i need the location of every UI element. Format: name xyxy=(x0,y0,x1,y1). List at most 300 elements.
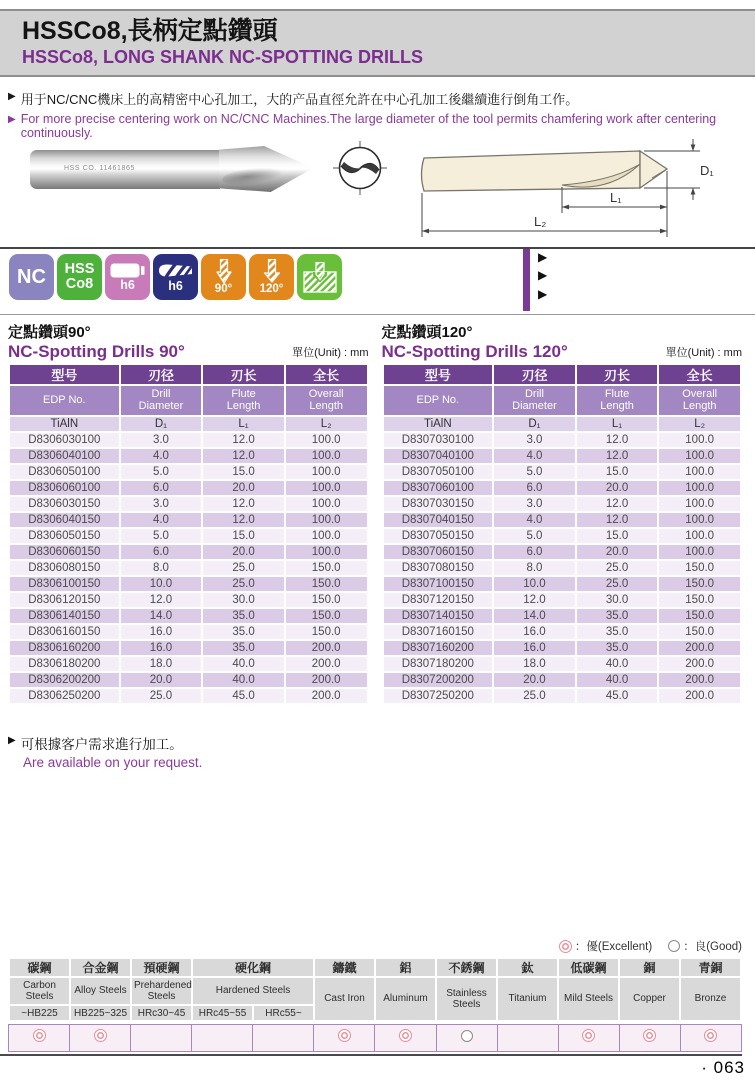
material-name-en: Mild Steels xyxy=(559,978,618,1020)
spec-row xyxy=(10,641,367,655)
col-header-zh: 型号 xyxy=(10,365,119,384)
hss-co8-material-badge xyxy=(57,254,102,300)
dimension-cell: 20.0 xyxy=(121,673,202,687)
hardness-range: HB225~325 xyxy=(71,1006,130,1020)
hss-badge-line1: HSS xyxy=(64,260,95,277)
edp-no-cell: D8306180200 xyxy=(10,657,119,671)
rating-cell xyxy=(436,1025,497,1052)
dimension-cell: 200.0 xyxy=(659,657,740,671)
col-header-zh: 刃长 xyxy=(577,365,658,384)
spec-row xyxy=(384,481,741,495)
col-header-en: Flute Length xyxy=(203,386,284,415)
dimension-cell: 5.0 xyxy=(121,465,202,479)
triangle-bullet-icon: ▶ xyxy=(8,91,16,102)
dimension-cell: 12.0 xyxy=(577,513,658,527)
spec-row xyxy=(10,433,367,447)
dimension-cell: 200.0 xyxy=(659,641,740,655)
dimension-cell: 8.0 xyxy=(121,561,202,575)
spec-row xyxy=(384,465,741,479)
rating-cell xyxy=(558,1025,619,1052)
edp-no-cell: D8306030150 xyxy=(10,497,119,511)
spec-row xyxy=(384,497,741,511)
dimension-cell: 100.0 xyxy=(286,449,367,463)
rating-cell xyxy=(9,1025,70,1052)
dimension-cell: 100.0 xyxy=(286,513,367,527)
spec-row xyxy=(384,609,741,623)
divider-rule-top xyxy=(0,247,755,249)
ground-shank-icon xyxy=(158,262,194,279)
spec-row xyxy=(384,593,741,607)
dimension-cell: 100.0 xyxy=(286,545,367,559)
triangle-bullet-icon: ▶ xyxy=(8,735,16,746)
spec-row xyxy=(384,673,741,687)
material-name-en: Hardened Steels xyxy=(193,978,313,1004)
edp-no-cell: D8307200200 xyxy=(384,673,493,687)
legend-excellent xyxy=(559,938,652,954)
dimension-cell: 150.0 xyxy=(286,577,367,591)
dimension-cell: 35.0 xyxy=(203,625,284,639)
spec-badge-strip xyxy=(9,254,342,300)
dimension-cell: 30.0 xyxy=(577,593,658,607)
rating-cell xyxy=(375,1025,436,1052)
dim-label-l2: L₂ xyxy=(534,214,547,229)
dimension-cell: 25.0 xyxy=(203,561,284,575)
dimension-cell: 25.0 xyxy=(203,577,284,591)
arrow-icon: ▶ xyxy=(538,286,548,301)
dimension-cell: 200.0 xyxy=(659,689,740,703)
spec-row xyxy=(384,625,741,639)
dimension-cell: 25.0 xyxy=(577,561,658,575)
dimension-cell: 35.0 xyxy=(203,641,284,655)
dimension-cell: 4.0 xyxy=(494,449,575,463)
material-name-zh: 合金鋼 xyxy=(71,959,130,976)
spec-row xyxy=(10,449,367,463)
edp-no-cell: D8307100150 xyxy=(384,577,493,591)
dimension-cell: 18.0 xyxy=(494,657,575,671)
spec-row xyxy=(10,625,367,639)
dimension-cell: 10.0 xyxy=(494,577,575,591)
dimension-cell: 100.0 xyxy=(659,545,740,559)
section-title-zh: 定點鑽頭120° xyxy=(381,324,473,341)
col-header-zh: 型号 xyxy=(384,365,493,384)
dimension-cell: 4.0 xyxy=(121,513,202,527)
dimension-cell: 15.0 xyxy=(203,465,284,479)
index-arrows xyxy=(538,250,547,301)
dimension-cell: 100.0 xyxy=(286,529,367,543)
edp-no-cell: D8307040150 xyxy=(384,513,493,527)
dimension-cell: 40.0 xyxy=(577,657,658,671)
col-header-en: EDP No. xyxy=(384,386,493,415)
dimension-cell: 12.0 xyxy=(121,593,202,607)
edp-no-cell: D8306200200 xyxy=(10,673,119,687)
purple-index-bar xyxy=(523,249,530,311)
rating-cell xyxy=(192,1025,253,1052)
dimension-cell: 150.0 xyxy=(659,561,740,575)
col-header-zh: 全长 xyxy=(286,365,367,384)
material-name-en: Cast Iron xyxy=(315,978,374,1020)
col-header-zh: 刃径 xyxy=(494,365,575,384)
col-header-symbol: L₁ xyxy=(203,417,284,431)
note-zh xyxy=(8,733,202,753)
dimension-cell: 12.0 xyxy=(203,497,284,511)
col-header-symbol: TiAlN xyxy=(10,417,119,431)
edp-no-cell: D8307050150 xyxy=(384,529,493,543)
triangle-bullet-icon: ▶ xyxy=(8,114,16,125)
dimension-cell: 200.0 xyxy=(659,673,740,687)
unit-label: 單位(Unit) : mm xyxy=(292,347,369,359)
dimension-cell: 35.0 xyxy=(203,609,284,623)
h6-ground-shank-badge xyxy=(153,254,198,300)
edp-no-cell: D8307140150 xyxy=(384,609,493,623)
dimension-cell: 100.0 xyxy=(659,449,740,463)
spec-table-120 xyxy=(382,363,743,705)
dimension-cell: 100.0 xyxy=(286,465,367,479)
dimension-cell: 20.0 xyxy=(203,481,284,495)
section-title-en: NC-Spotting Drills 120° xyxy=(381,342,568,361)
spec-tables xyxy=(8,321,742,705)
col-header-symbol: L₁ xyxy=(577,417,658,431)
h6-tolerance-badge xyxy=(105,254,150,300)
request-note xyxy=(8,733,202,770)
edp-no-cell: D8306040150 xyxy=(10,513,119,527)
spec-row xyxy=(384,529,741,543)
dimension-cell: 150.0 xyxy=(659,593,740,607)
dimension-cell: 35.0 xyxy=(577,641,658,655)
spec-row xyxy=(10,673,367,687)
edp-no-cell: D8307250200 xyxy=(384,689,493,703)
edp-no-cell: D8306080150 xyxy=(10,561,119,575)
dimension-cell: 16.0 xyxy=(121,625,202,639)
plain-shank-icon xyxy=(110,263,146,278)
dimension-cell: 25.0 xyxy=(121,689,202,703)
drill-point-icon xyxy=(214,259,234,285)
material-name-zh: 碳鋼 xyxy=(10,959,69,976)
point-angle-90-badge xyxy=(201,254,246,300)
dimension-cell: 200.0 xyxy=(286,673,367,687)
spec-row xyxy=(384,577,741,591)
dimension-cell: 150.0 xyxy=(286,593,367,607)
hss-badge-line2: Co8 xyxy=(65,276,94,292)
dimension-cell: 8.0 xyxy=(494,561,575,575)
dimension-cell: 4.0 xyxy=(121,449,202,463)
col-header-zh: 刃长 xyxy=(203,365,284,384)
spec-row xyxy=(10,513,367,527)
footer-rule xyxy=(0,1054,742,1056)
good-mark-icon xyxy=(461,1030,473,1042)
dimension-cell: 15.0 xyxy=(577,465,658,479)
excellent-mark-icon xyxy=(33,1029,46,1042)
table-section-120 xyxy=(382,321,743,705)
material-name-en: Bronze xyxy=(681,978,740,1020)
dimension-cell: 200.0 xyxy=(286,689,367,703)
excellent-mark-icon xyxy=(582,1029,595,1042)
hardness-range: HRc30~45 xyxy=(132,1006,191,1020)
edp-no-cell: D8306250200 xyxy=(10,689,119,703)
material-name-zh: 鋁 xyxy=(376,959,435,976)
dimension-cell: 18.0 xyxy=(121,657,202,671)
excellent-mark-icon xyxy=(643,1029,656,1042)
material-name-en: Titanium xyxy=(498,978,557,1020)
edp-no-cell: D8307120150 xyxy=(384,593,493,607)
rating-cell xyxy=(619,1025,680,1052)
spec-row xyxy=(10,689,367,703)
dimension-cell: 100.0 xyxy=(286,433,367,447)
spotting-application-badge xyxy=(297,254,342,300)
rating-cell xyxy=(497,1025,558,1052)
drill-cross-section-icon xyxy=(332,140,388,196)
dimension-cell: 3.0 xyxy=(121,497,202,511)
excellent-mark-icon xyxy=(94,1029,107,1042)
material-suitability xyxy=(8,957,742,1052)
dimension-cell: 25.0 xyxy=(494,689,575,703)
dimension-cell: 14.0 xyxy=(494,609,575,623)
dimension-cell: 12.0 xyxy=(577,449,658,463)
dimension-cell: 100.0 xyxy=(659,529,740,543)
dimension-cell: 20.0 xyxy=(203,545,284,559)
spec-row xyxy=(10,657,367,671)
arrow-icon: ▶ xyxy=(538,268,548,283)
good-mark-icon xyxy=(668,940,680,952)
edp-no-cell: D8306060100 xyxy=(10,481,119,495)
section-title-zh: 定點鑽頭90° xyxy=(8,324,91,341)
page-number: · 063 xyxy=(701,1058,745,1077)
hardness-range: HRc55~ xyxy=(254,1006,313,1020)
col-header-en: Overall Length xyxy=(286,386,367,415)
col-header-en: Drill Diameter xyxy=(121,386,202,415)
dimension-cell: 12.0 xyxy=(577,433,658,447)
dimension-cell: 150.0 xyxy=(286,561,367,575)
spec-row xyxy=(384,657,741,671)
spotting-workpiece-icon xyxy=(303,262,337,293)
intro-bullet-en xyxy=(8,112,747,140)
nc-machine-badge xyxy=(9,254,54,300)
col-header-zh: 刃径 xyxy=(121,365,202,384)
dimension-cell: 40.0 xyxy=(203,673,284,687)
dimension-cell: 150.0 xyxy=(286,609,367,623)
hardness-range: ~HB225 xyxy=(10,1006,69,1020)
spec-row xyxy=(10,561,367,575)
edp-no-cell: D8307030150 xyxy=(384,497,493,511)
dimension-cell: 14.0 xyxy=(121,609,202,623)
dimension-cell: 5.0 xyxy=(494,529,575,543)
dimension-cell: 150.0 xyxy=(659,577,740,591)
nc-badge-label: NC xyxy=(17,265,46,288)
spec-row xyxy=(10,529,367,543)
edp-no-cell: D8306120150 xyxy=(10,593,119,607)
col-header-en: Overall Length xyxy=(659,386,740,415)
dimension-cell: 12.0 xyxy=(494,593,575,607)
material-name-en: Alloy Steels xyxy=(71,978,130,1004)
col-header-en: EDP No. xyxy=(10,386,119,415)
spec-row xyxy=(384,689,741,703)
legend-excellent-label: ：優(Excellent) xyxy=(574,941,653,953)
material-name-en: Prehardened Steels xyxy=(134,979,192,1002)
dimension-cell: 30.0 xyxy=(203,593,284,607)
dimension-cell: 6.0 xyxy=(494,481,575,495)
dimension-cell: 45.0 xyxy=(577,689,658,703)
dimension-cell: 45.0 xyxy=(203,689,284,703)
col-header-symbol: L₂ xyxy=(659,417,740,431)
dimension-cell: 6.0 xyxy=(121,545,202,559)
page-title-zh: HSSCo8,長柄定點鑽頭 xyxy=(22,17,278,45)
dimension-cell: 16.0 xyxy=(121,641,202,655)
rating-cell xyxy=(131,1025,192,1052)
material-name-en: Copper xyxy=(620,978,679,1020)
dimension-cell: 35.0 xyxy=(577,625,658,639)
dimension-cell: 16.0 xyxy=(494,641,575,655)
rating-cell xyxy=(314,1025,375,1052)
material-name-en: Aluminum xyxy=(376,978,435,1020)
edp-no-cell: D8306050100 xyxy=(10,465,119,479)
edp-no-cell: D8307180200 xyxy=(384,657,493,671)
dimension-cell: 100.0 xyxy=(286,481,367,495)
dim-label-d1: D₁ xyxy=(700,163,714,178)
col-header-symbol: D₁ xyxy=(494,417,575,431)
dimension-cell: 6.0 xyxy=(121,481,202,495)
section-title-en: NC-Spotting Drills 90° xyxy=(8,342,185,361)
material-rating-table xyxy=(8,1024,742,1052)
rating-cell xyxy=(70,1025,131,1052)
h6-shank-label: h6 xyxy=(168,278,183,293)
edp-no-cell: D8306160200 xyxy=(10,641,119,655)
dimension-cell: 12.0 xyxy=(203,449,284,463)
spec-row xyxy=(10,593,367,607)
spec-row xyxy=(384,545,741,559)
col-header-symbol: TiAlN xyxy=(384,417,493,431)
edp-no-cell: D8306050150 xyxy=(10,529,119,543)
dimension-cell: 4.0 xyxy=(494,513,575,527)
dimension-cell: 15.0 xyxy=(577,529,658,543)
header-band xyxy=(0,9,755,77)
divider-rule-bottom xyxy=(0,314,755,315)
dimension-cell: 20.0 xyxy=(577,545,658,559)
dimension-cell: 20.0 xyxy=(494,673,575,687)
dimension-cell: 3.0 xyxy=(121,433,202,447)
dimension-cell: 100.0 xyxy=(286,497,367,511)
rating-legend xyxy=(559,938,742,954)
dimension-cell: 12.0 xyxy=(577,497,658,511)
rating-cell xyxy=(253,1025,314,1052)
col-header-symbol: D₁ xyxy=(121,417,202,431)
dim-label-l1: L₁ xyxy=(610,190,622,205)
dimension-cell: 100.0 xyxy=(659,433,740,447)
dimension-cell: 40.0 xyxy=(577,673,658,687)
spec-row xyxy=(384,513,741,527)
spec-row xyxy=(384,641,741,655)
page-title-en: HSSCo8, LONG SHANK NC-SPOTTING DRILLS xyxy=(22,47,424,67)
note-en: Are available on your request. xyxy=(23,755,203,770)
dimension-cell: 10.0 xyxy=(121,577,202,591)
excellent-mark-icon xyxy=(704,1029,717,1042)
unit-label: 單位(Unit) : mm xyxy=(665,347,742,359)
spec-row xyxy=(10,609,367,623)
dimension-cell: 200.0 xyxy=(286,657,367,671)
material-name-zh: 預硬鋼 xyxy=(132,959,191,976)
dimension-cell: 100.0 xyxy=(659,481,740,495)
edp-no-cell: D8306160150 xyxy=(10,625,119,639)
spec-row xyxy=(10,577,367,591)
spec-row xyxy=(384,433,741,447)
legend-good-label: ：良(Good) xyxy=(683,941,742,953)
dimension-cell: 16.0 xyxy=(494,625,575,639)
dimension-cell: 25.0 xyxy=(577,577,658,591)
drill-point-icon xyxy=(262,259,282,285)
spec-table-90 xyxy=(8,363,369,705)
edp-no-cell: D8306030100 xyxy=(10,433,119,447)
dimension-cell: 5.0 xyxy=(494,465,575,479)
dimension-cell: 20.0 xyxy=(577,481,658,495)
intro-bullet-en-text: For more precise centering work on NC/CNC Machines.The large diameter of the tool permits chamfering work after centering continuously. xyxy=(20,112,717,140)
dimension-cell: 5.0 xyxy=(121,529,202,543)
dimension-cell: 150.0 xyxy=(286,625,367,639)
excellent-mark-icon xyxy=(559,940,572,953)
dimension-cell: 100.0 xyxy=(659,465,740,479)
material-name-zh: 鑄鐵 xyxy=(315,959,374,976)
col-header-en: Drill Diameter xyxy=(494,386,575,415)
material-name-en: Carbon Steels xyxy=(10,978,69,1004)
drill-dimension-diagram xyxy=(412,137,752,245)
col-header-en: Flute Length xyxy=(577,386,658,415)
intro-bullet-zh-text: 用于NC/CNC機床上的高精密中心孔加工，大的产品直徑允許在中心孔加工後繼續進行倒角工作。 xyxy=(20,92,579,107)
edp-no-cell: D8307060150 xyxy=(384,545,493,559)
angle-90-label: 90° xyxy=(214,282,233,295)
dimension-cell: 35.0 xyxy=(577,609,658,623)
edp-no-cell: D8306100150 xyxy=(10,577,119,591)
intro-bullet-zh xyxy=(8,89,747,108)
spec-row xyxy=(384,449,741,463)
material-name-zh: 青銅 xyxy=(681,959,740,976)
dimension-cell: 12.0 xyxy=(203,513,284,527)
h6-tolerance-label: h6 xyxy=(120,277,135,292)
dimension-cell: 150.0 xyxy=(659,625,740,639)
rating-cell xyxy=(680,1025,741,1052)
edp-no-cell: D8307050100 xyxy=(384,465,493,479)
material-header-table xyxy=(8,957,742,1022)
edp-no-cell: D8307160150 xyxy=(384,625,493,639)
dimension-cell: 15.0 xyxy=(203,529,284,543)
dimension-cell: 100.0 xyxy=(659,513,740,527)
spec-row xyxy=(10,497,367,511)
edp-no-cell: D8307080150 xyxy=(384,561,493,575)
material-name-zh: 鈦 xyxy=(498,959,557,976)
spec-row xyxy=(384,561,741,575)
excellent-mark-icon xyxy=(399,1029,412,1042)
spec-row xyxy=(10,545,367,559)
intro-bullets xyxy=(8,89,747,144)
col-header-zh: 全长 xyxy=(659,365,740,384)
edp-no-cell: D8307040100 xyxy=(384,449,493,463)
dimension-cell: 100.0 xyxy=(659,497,740,511)
col-header-symbol: L₂ xyxy=(286,417,367,431)
material-name-zh: 不銹鋼 xyxy=(437,959,496,976)
excellent-mark-icon xyxy=(338,1029,351,1042)
dimension-cell: 3.0 xyxy=(494,433,575,447)
legend-good xyxy=(668,938,742,954)
edp-no-cell: D8306060150 xyxy=(10,545,119,559)
edp-no-cell: D8306040100 xyxy=(10,449,119,463)
point-angle-120-badge xyxy=(249,254,294,300)
material-name-zh: 低碳鋼 xyxy=(559,959,618,976)
spec-row xyxy=(10,481,367,495)
edp-no-cell: D8306140150 xyxy=(10,609,119,623)
material-name-zh: 硬化鋼 xyxy=(193,959,313,976)
drill-photo-etched-text: HSS CO. 11461865 xyxy=(64,165,135,172)
edp-no-cell: D8307030100 xyxy=(384,433,493,447)
edp-no-cell: D8307160200 xyxy=(384,641,493,655)
arrow-icon: ▶ xyxy=(538,250,548,264)
dimension-cell: 6.0 xyxy=(494,545,575,559)
dimension-cell: 12.0 xyxy=(203,433,284,447)
